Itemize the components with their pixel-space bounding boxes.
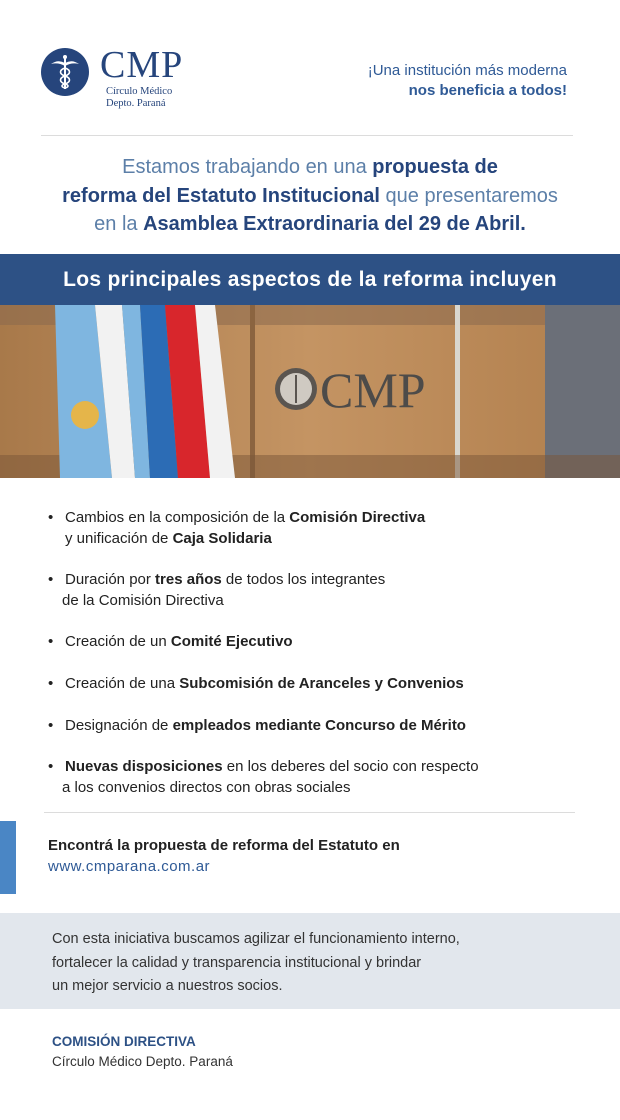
list-item: • Nuevas disposiciones en los deberes del socio con respecto a los convenios directos con obras sociales xyxy=(48,758,479,796)
website-link[interactable]: www.cmparana.com.ar xyxy=(48,858,211,875)
intro-text: Estamos trabajando en una propuesta de reforma del Estatuto Institucional que presentaremos en la Asamblea Extraordinaria del 29 de Abril. xyxy=(62,156,558,235)
signature-title: COMISIÓN DIRECTIVA xyxy=(52,1034,196,1049)
list-item: • Creación de un Comité Ejecutivo xyxy=(48,633,293,650)
closing-text: Con esta iniciativa buscamos agilizar el funcionamiento interno, fortalecer la calidad y transparencia institucional y brindar un mejor servicio a nuestros socios. xyxy=(52,931,460,994)
side-accent-bar xyxy=(0,821,16,894)
list-divider xyxy=(44,812,575,813)
list-item: • Creación de una Subcomisión de Aranceles y Convenios xyxy=(48,675,464,692)
list-item: • Duración por tres años de todos los integrantes de la Comisión Directiva xyxy=(48,571,386,609)
logo-subtitle: Círculo Médico Depto. Paraná xyxy=(106,86,173,109)
caduceus-icon xyxy=(41,48,89,96)
tagline: ¡Una institución más moderna nos beneficia a todos! xyxy=(367,62,567,99)
link-heading: Encontrá la propuesta de reforma del Estatuto en xyxy=(48,837,400,854)
list-item: • Designación de empleados mediante Concurso de Mérito xyxy=(48,717,466,734)
list-item: • Cambios en la composición de la Comisión Directiva y unificación de Caja Solidaria xyxy=(48,509,426,547)
header-divider xyxy=(41,135,573,136)
logo-wordmark: CMP xyxy=(100,44,184,86)
photo-sign-text: CMP xyxy=(320,362,426,418)
office-photo xyxy=(0,305,620,478)
banner-title: Los principales aspectos de la reforma incluyen xyxy=(63,268,557,291)
signature-subtitle: Círculo Médico Depto. Paraná xyxy=(52,1054,233,1069)
